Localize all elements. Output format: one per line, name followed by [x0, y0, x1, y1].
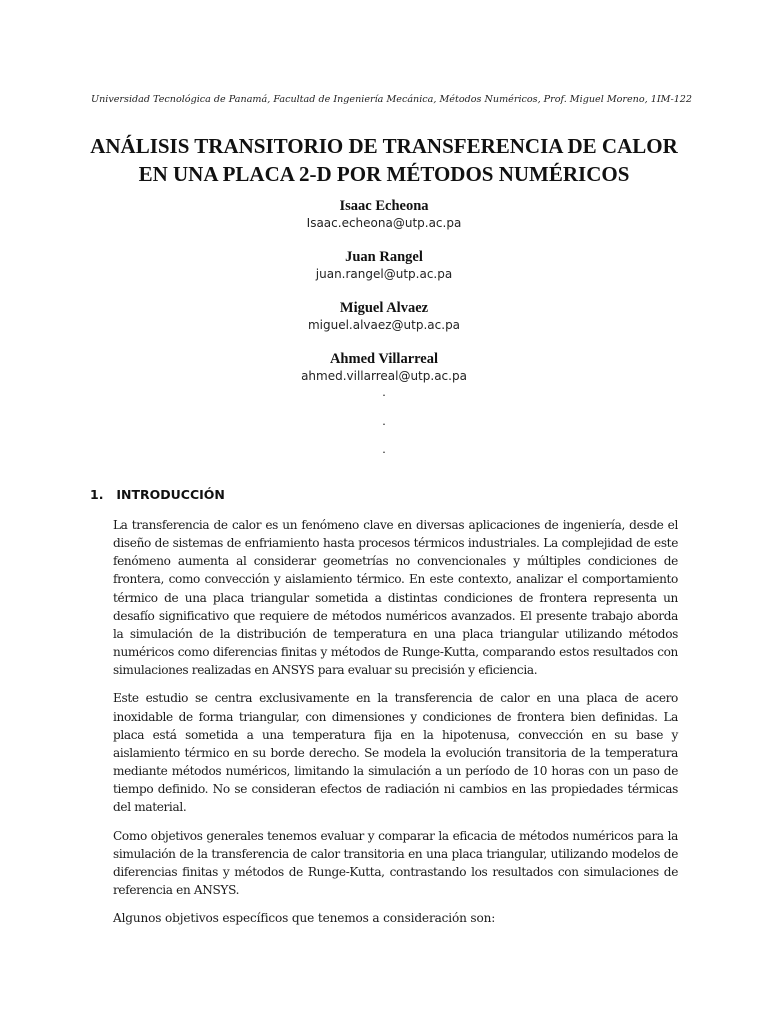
- author-email: juan.rangel@utp.ac.pa: [315, 267, 453, 281]
- body-paragraph: Como objetivos generales tenemos evaluar y comparar la eficacia de métodos numéricos para la simulación de la transferencia de calor transitoria en una placa triangular, utilizando modelos de diferencias finitas y métodos de Runge-Kutta, contrastando los resultados con simulaciones de referencia en ANSYS.: [113, 828, 678, 897]
- author-email: Isaac.echeona@utp.ac.pa: [306, 216, 462, 230]
- paper-title: [40, 132, 728, 188]
- body-paragraph: La transferencia de calor es un fenómeno clave en diversas aplicaciones de ingeniería, desde el diseño de sistemas de enfriamiento hasta procesos térmicos industriales. La complejidad de este fenómeno aumenta al considerar geometrías no convencionales y múltiples condiciones de frontera, como convección y aislamiento térmico. En este contexto, analizar el comportamiento térmico de una placa triangular sometida a distintas condiciones de frontera representa un desafío significativo que requiere de métodos numéricos avanzados. El presente trabajo aborda la simulación de la distribución de temperatura en una placa triangular utilizando métodos numéricos como diferencias finitas y métodos de Runge-Kutta, comparando estos resultados con simulaciones realizadas en ANSYS para evaluar su precisión y eficiencia.: [113, 518, 678, 678]
- separator-dot: .: [382, 412, 386, 428]
- author-email: ahmed.villarreal@utp.ac.pa: [301, 369, 467, 383]
- author-list: [184, 197, 584, 401]
- author-name: Miguel Alvaez: [339, 300, 429, 316]
- body-paragraph: Este estudio se centra exclusivamente en la transferencia de calor en una placa de acero inoxidable de forma triangular, con dimensiones y condiciones de frontera bien definidas. La placa está sometida a una temperatura fija en la hipotenusa, convección en su base y aislamiento térmico en su borde derecho. Se modela la evolución transitoria de la temperatura mediante métodos numéricos, limitando la simulación a un período de 10 horas con un paso de tiempo definido. No se consideran efectos de radiación ni cambios en las propiedades térmicas del material.: [113, 691, 678, 815]
- author-name: Ahmed Villarreal: [329, 351, 439, 367]
- author-name: Isaac Echeona: [339, 198, 429, 214]
- body-paragraph: Algunos objetivos específicos que tenemos a consideración son:: [113, 911, 496, 926]
- author-email: miguel.alvaez@utp.ac.pa: [307, 318, 461, 332]
- author-name: Juan Rangel: [345, 249, 423, 265]
- section-heading: [90, 487, 225, 502]
- section-number: 1.: [90, 487, 104, 502]
- separator-dot: .: [382, 441, 386, 456]
- separator-dots: [374, 384, 394, 470]
- author-block: [184, 299, 584, 334]
- title-line-2: EN UNA PLACA 2-D POR MÉTODOS NUMÉRICOS: [138, 162, 630, 186]
- separator-dot: .: [382, 384, 386, 399]
- title-line-1: ANÁLISIS TRANSITORIO DE TRANSFERENCIA DE CALOR: [90, 134, 678, 158]
- affiliation-header: Universidad Tecnológica de Panamá, Facultad de Ingeniería Mecánica, Métodos Numéricos, Prof. Miguel Moreno, 1IM-122: [91, 94, 693, 105]
- author-block: [184, 350, 584, 385]
- author-block: [184, 197, 584, 232]
- section-body: [113, 516, 678, 937]
- section-title: INTRODUCCIÓN: [116, 487, 225, 502]
- author-block: [184, 248, 584, 283]
